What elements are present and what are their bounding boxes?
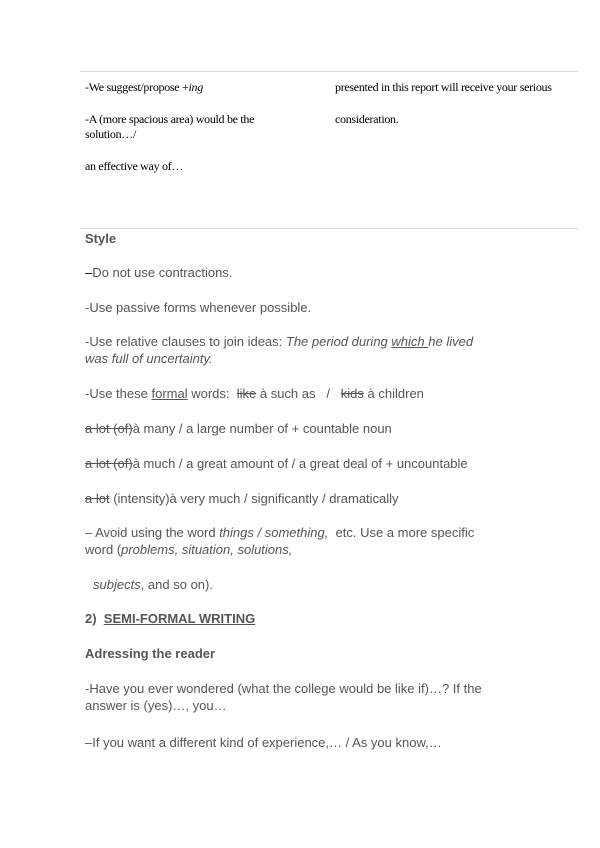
avoid-line-1	[85, 524, 474, 542]
semi-formal-title: SEMI-FORMAL WRITING	[103, 611, 256, 626]
relative-example-a: The period during	[285, 334, 392, 349]
avoid-list: problems, situation, solutions,	[121, 542, 293, 557]
avoid-line-3	[93, 576, 213, 594]
table-left-line-2b: solution…/	[85, 127, 137, 141]
avoid-word-prefix: word (	[85, 542, 122, 557]
table-right-line-1: presented in this report will receive your serious	[335, 80, 552, 94]
relative-line-2: was full of uncertainty.	[85, 351, 213, 366]
avoid-line-2	[85, 541, 292, 559]
table-left-line-2a: -A (more spacious area) would be the	[85, 112, 255, 126]
a-lot-of-replacement-2: à much / a great amount of / a great deal of + uncountable	[132, 456, 468, 471]
a-lot-replacement-3: (intensity)à very much / significantly / dramatically	[109, 491, 399, 506]
relative-which: which	[391, 334, 429, 349]
contractions-line	[85, 264, 232, 282]
a-lot-countable-line	[85, 420, 392, 438]
a-lot-struck-3: a lot	[85, 491, 110, 506]
contractions-text: Do not use contractions.	[92, 265, 233, 280]
section-number: 2)	[85, 611, 104, 626]
avoid-suffix: etc. Use a more specific	[328, 525, 475, 540]
table-left-line-3: an effective way of…	[85, 159, 184, 173]
formal-prefix: -Use these	[85, 386, 152, 401]
a-lot-of-struck-1: a lot (of)	[85, 421, 133, 436]
formal-mid: words:	[187, 386, 237, 401]
kids-replacement: à children	[363, 386, 424, 401]
kids-struck: kids	[340, 386, 364, 401]
a-lot-uncountable-line	[85, 455, 468, 473]
avoid-end: , and so on).	[140, 577, 213, 592]
relative-line-1	[85, 333, 473, 351]
ing-text: ing	[188, 80, 203, 94]
relative-prefix: -Use relative clauses to join ideas:	[85, 334, 286, 349]
semi-formal-para-1b: answer is (yes)…, you…	[85, 698, 227, 713]
formal-word: formal	[151, 386, 188, 401]
a-lot-intensity-line	[85, 490, 399, 508]
addressing-reader-heading: Adressing the reader	[85, 646, 216, 661]
formal-words-line	[85, 385, 424, 403]
avoid-things: things / something,	[219, 525, 329, 540]
table-bottom-rule	[80, 228, 578, 229]
avoid-prefix: – Avoid using the word	[85, 525, 220, 540]
avoid-subjects: subjects	[93, 577, 141, 592]
table-top-rule	[80, 71, 578, 72]
like-struck: like	[236, 386, 257, 401]
dash-mark: –	[85, 265, 93, 280]
a-lot-of-replacement-1: à many / a large number of + countable noun	[132, 421, 392, 436]
relative-example-b: he lived	[428, 334, 474, 349]
like-replacement: à such as /	[256, 386, 341, 401]
table-right-line-2: consideration.	[335, 112, 399, 126]
suggest-text: -We suggest/propose +	[85, 80, 189, 94]
table-left-line-1	[85, 80, 203, 95]
style-heading: Style	[85, 231, 117, 246]
semi-formal-heading	[85, 610, 255, 628]
semi-formal-para-1a: -Have you ever wondered (what the college would be like if)…? If the	[85, 681, 482, 696]
semi-formal-para-2: –If you want a different kind of experience,… / As you know,…	[85, 735, 442, 750]
passive-line: -Use passive forms whenever possible.	[85, 300, 312, 315]
a-lot-of-struck-2: a lot (of)	[85, 456, 133, 471]
